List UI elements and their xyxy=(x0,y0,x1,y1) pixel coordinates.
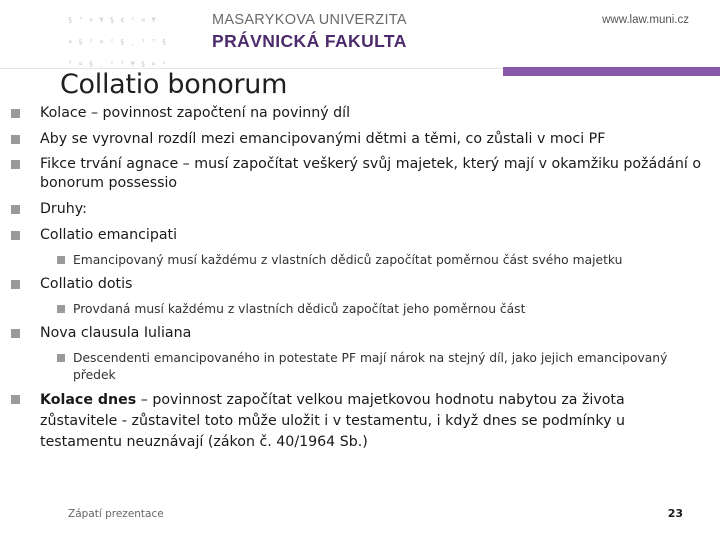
slide-title: Collatio bonorum xyxy=(60,69,288,100)
bullet-item xyxy=(40,130,710,149)
bullet-item xyxy=(40,275,710,294)
footer-text: Zápatí prezentace xyxy=(68,508,164,520)
square-bullet-icon xyxy=(11,135,20,144)
faculty-name: PRÁVNICKÁ FAKULTA xyxy=(212,31,407,51)
bullet-text: – povinnost započítat velkou majetkovou hodnotu nabytou za života zůstavitele - zůstavitel toto může uložit i v testamentu, i když dnes se podmínky u testamentu neuznávají (zákon č. 40/1964 Sb.) xyxy=(40,392,626,450)
bullet-text: Druhy: xyxy=(40,201,87,217)
bullet-text: Collatio emancipati xyxy=(40,227,178,243)
square-bullet-icon xyxy=(57,354,65,362)
square-bullet-icon xyxy=(11,205,20,214)
page-number: 23 xyxy=(667,507,683,520)
sub-bullet-text: Descendenti emancipovaného in potestate PF mají nárok na stejný díl, jako jejich emancipovaný předek xyxy=(73,351,668,382)
university-name: MASARYKOVA UNIVERZITA xyxy=(212,12,407,28)
slide-content xyxy=(0,104,720,453)
square-bullet-icon xyxy=(11,280,20,289)
square-bullet-icon xyxy=(11,329,20,338)
square-bullet-icon xyxy=(57,256,65,264)
website-url: www.law.muni.cz xyxy=(602,14,689,26)
sub-bullet-item xyxy=(73,350,670,384)
sub-bullet-item xyxy=(73,301,710,318)
sub-bullet-text: Emancipovaný musí každému z vlastních dědiců započítat poměrnou část svého majetku xyxy=(73,253,623,267)
square-bullet-icon xyxy=(57,305,65,313)
bullet-item xyxy=(40,200,710,219)
bullet-text: Collatio dotis xyxy=(40,276,133,292)
decorative-symbols-pattern: § ³ ¤ ¥ § ¢ ¹ ¤ ¥ ¤ § ¹ ¤ ² § ¸ ¹ ³ § ³ ¤ § ¸ ² ³ ¥ § ¤ ² xyxy=(68,15,168,68)
sub-bullet-text: Provdaná musí každému z vlastních dědiců započítat jeho poměrnou část xyxy=(73,302,526,316)
slide-header xyxy=(0,0,720,70)
accent-bar xyxy=(503,67,720,76)
sub-bullet-item xyxy=(73,252,710,269)
bullet-item xyxy=(40,104,710,123)
bullet-item xyxy=(40,226,710,245)
bullet-item xyxy=(40,155,710,193)
square-bullet-icon xyxy=(11,395,20,404)
bullet-text: Nova clausula Iuliana xyxy=(40,325,192,341)
bullet-text: Fikce trvání agnace – musí započítat veškerý svůj majetek, který mají v okamžiku požádání o bonorum possessio xyxy=(40,156,702,191)
bullet-text: Aby se vyrovnal rozdíl mezi emancipovanými dětmi a těmi, co zůstali v moci PF xyxy=(40,131,606,147)
square-bullet-icon xyxy=(11,160,20,169)
square-bullet-icon xyxy=(11,109,20,118)
bullet-item xyxy=(40,324,710,343)
bullet-bold-text: Kolace dnes xyxy=(40,392,137,408)
bullet-text: Kolace – povinnost započtení na povinný díl xyxy=(40,105,351,121)
square-bullet-icon xyxy=(11,231,20,240)
bullet-item xyxy=(40,390,690,453)
